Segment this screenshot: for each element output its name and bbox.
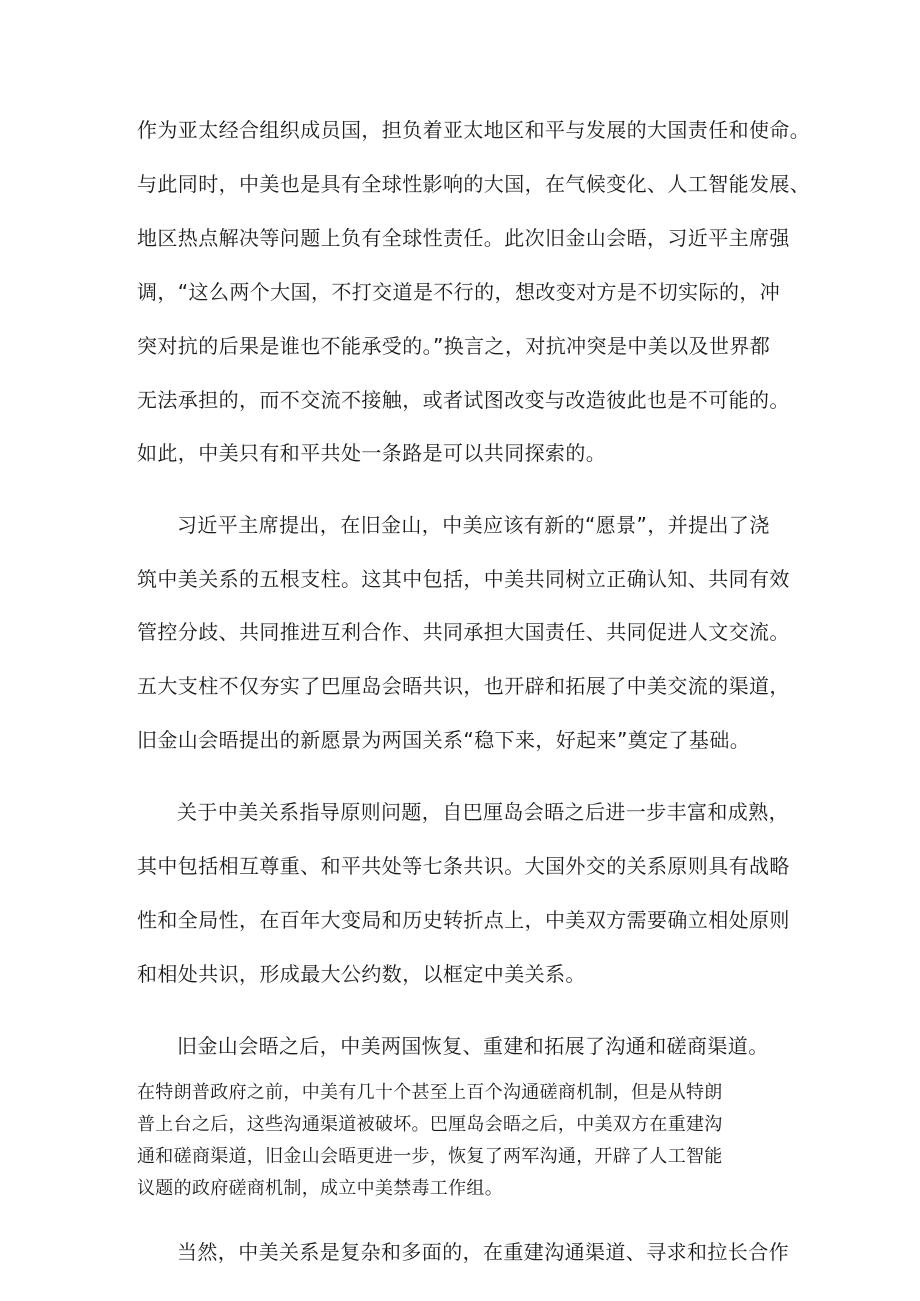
text-line: 旧金山会晤提出的新愿景为两国关系“稳下来，好起来”奠定了基础。 — [137, 728, 751, 752]
text-line: 在特朗普政府之前，中美有几十个甚至上百个沟通磋商机制，但是从特朗 — [137, 1082, 723, 1103]
text-line: 与此同时，中美也是具有全球性影响的大国，在气候变化、人工智能发展、 — [137, 172, 811, 196]
text-line: 五大支柱不仅夯实了巴厘岛会晤共识，也开辟和拓展了中美交流的渠道， — [137, 674, 790, 698]
text-line: 通和磋商渠道，旧金山会晤更进一步，恢复了两军沟通，开辟了人工智能 — [137, 1146, 723, 1167]
text-line: 作为亚太经合组织成员国，担负着亚太地区和平与发展的大国责任和使命。 — [137, 118, 811, 142]
text-line: 筑中美关系的五根支柱。这其中包括，中美共同树立正确认知、共同有效 — [137, 567, 790, 591]
text-line: 旧金山会晤之后，中美两国恢复、重建和拓展了沟通和磋商渠道。 — [177, 1034, 769, 1058]
text-line: 和相处共识，形成最大公约数，以框定中美关系。 — [137, 962, 586, 986]
text-line: 无法承担的，而不交流不接触，或者试图改变与改造彼此也是不可能的。 — [137, 388, 790, 412]
text-line: 其中包括相互尊重、和平共处等七条共识。大国外交的关系原则具有战略 — [137, 854, 790, 878]
text-line: 管控分歧、共同推进互利合作、共同承担大国责任、共同促进人文交流。 — [137, 620, 790, 644]
text-line: 地区热点解决等问题上负有全球性责任。此次旧金山会晤，习近平主席强 — [137, 226, 790, 250]
text-line: 关于中美关系指导原则问题，自巴厘岛会晤之后进一步丰富和成熟， — [177, 800, 789, 824]
text-line: 当然，中美关系是复杂和多面的，在重建沟通渠道、寻求和拉长合作 — [177, 1240, 789, 1264]
text-line: 性和全局性，在百年大变局和历史转折点上，中美双方需要确立相处原则 — [137, 908, 790, 932]
text-line: 议题的政府磋商机制，成立中美禁毒工作组。 — [137, 1178, 503, 1199]
text-line: 调，“这么两个大国，不打交道是不行的，想改变对方是不切实际的，冲 — [137, 280, 781, 304]
text-line: 如此，中美只有和平共处一条路是可以共同探索的。 — [137, 441, 607, 465]
text-line: 普上台之后，这些沟通渠道被破坏。巴厘岛会晤之后，中美双方在重建沟 — [137, 1114, 723, 1135]
text-line: 习近平主席提出，在旧金山，中美应该有新的“愿景”，并提出了浇 — [177, 513, 770, 537]
text-line: 突对抗的后果是谁也不能承受的。”换言之，对抗冲突是中美以及世界都 — [137, 334, 771, 358]
